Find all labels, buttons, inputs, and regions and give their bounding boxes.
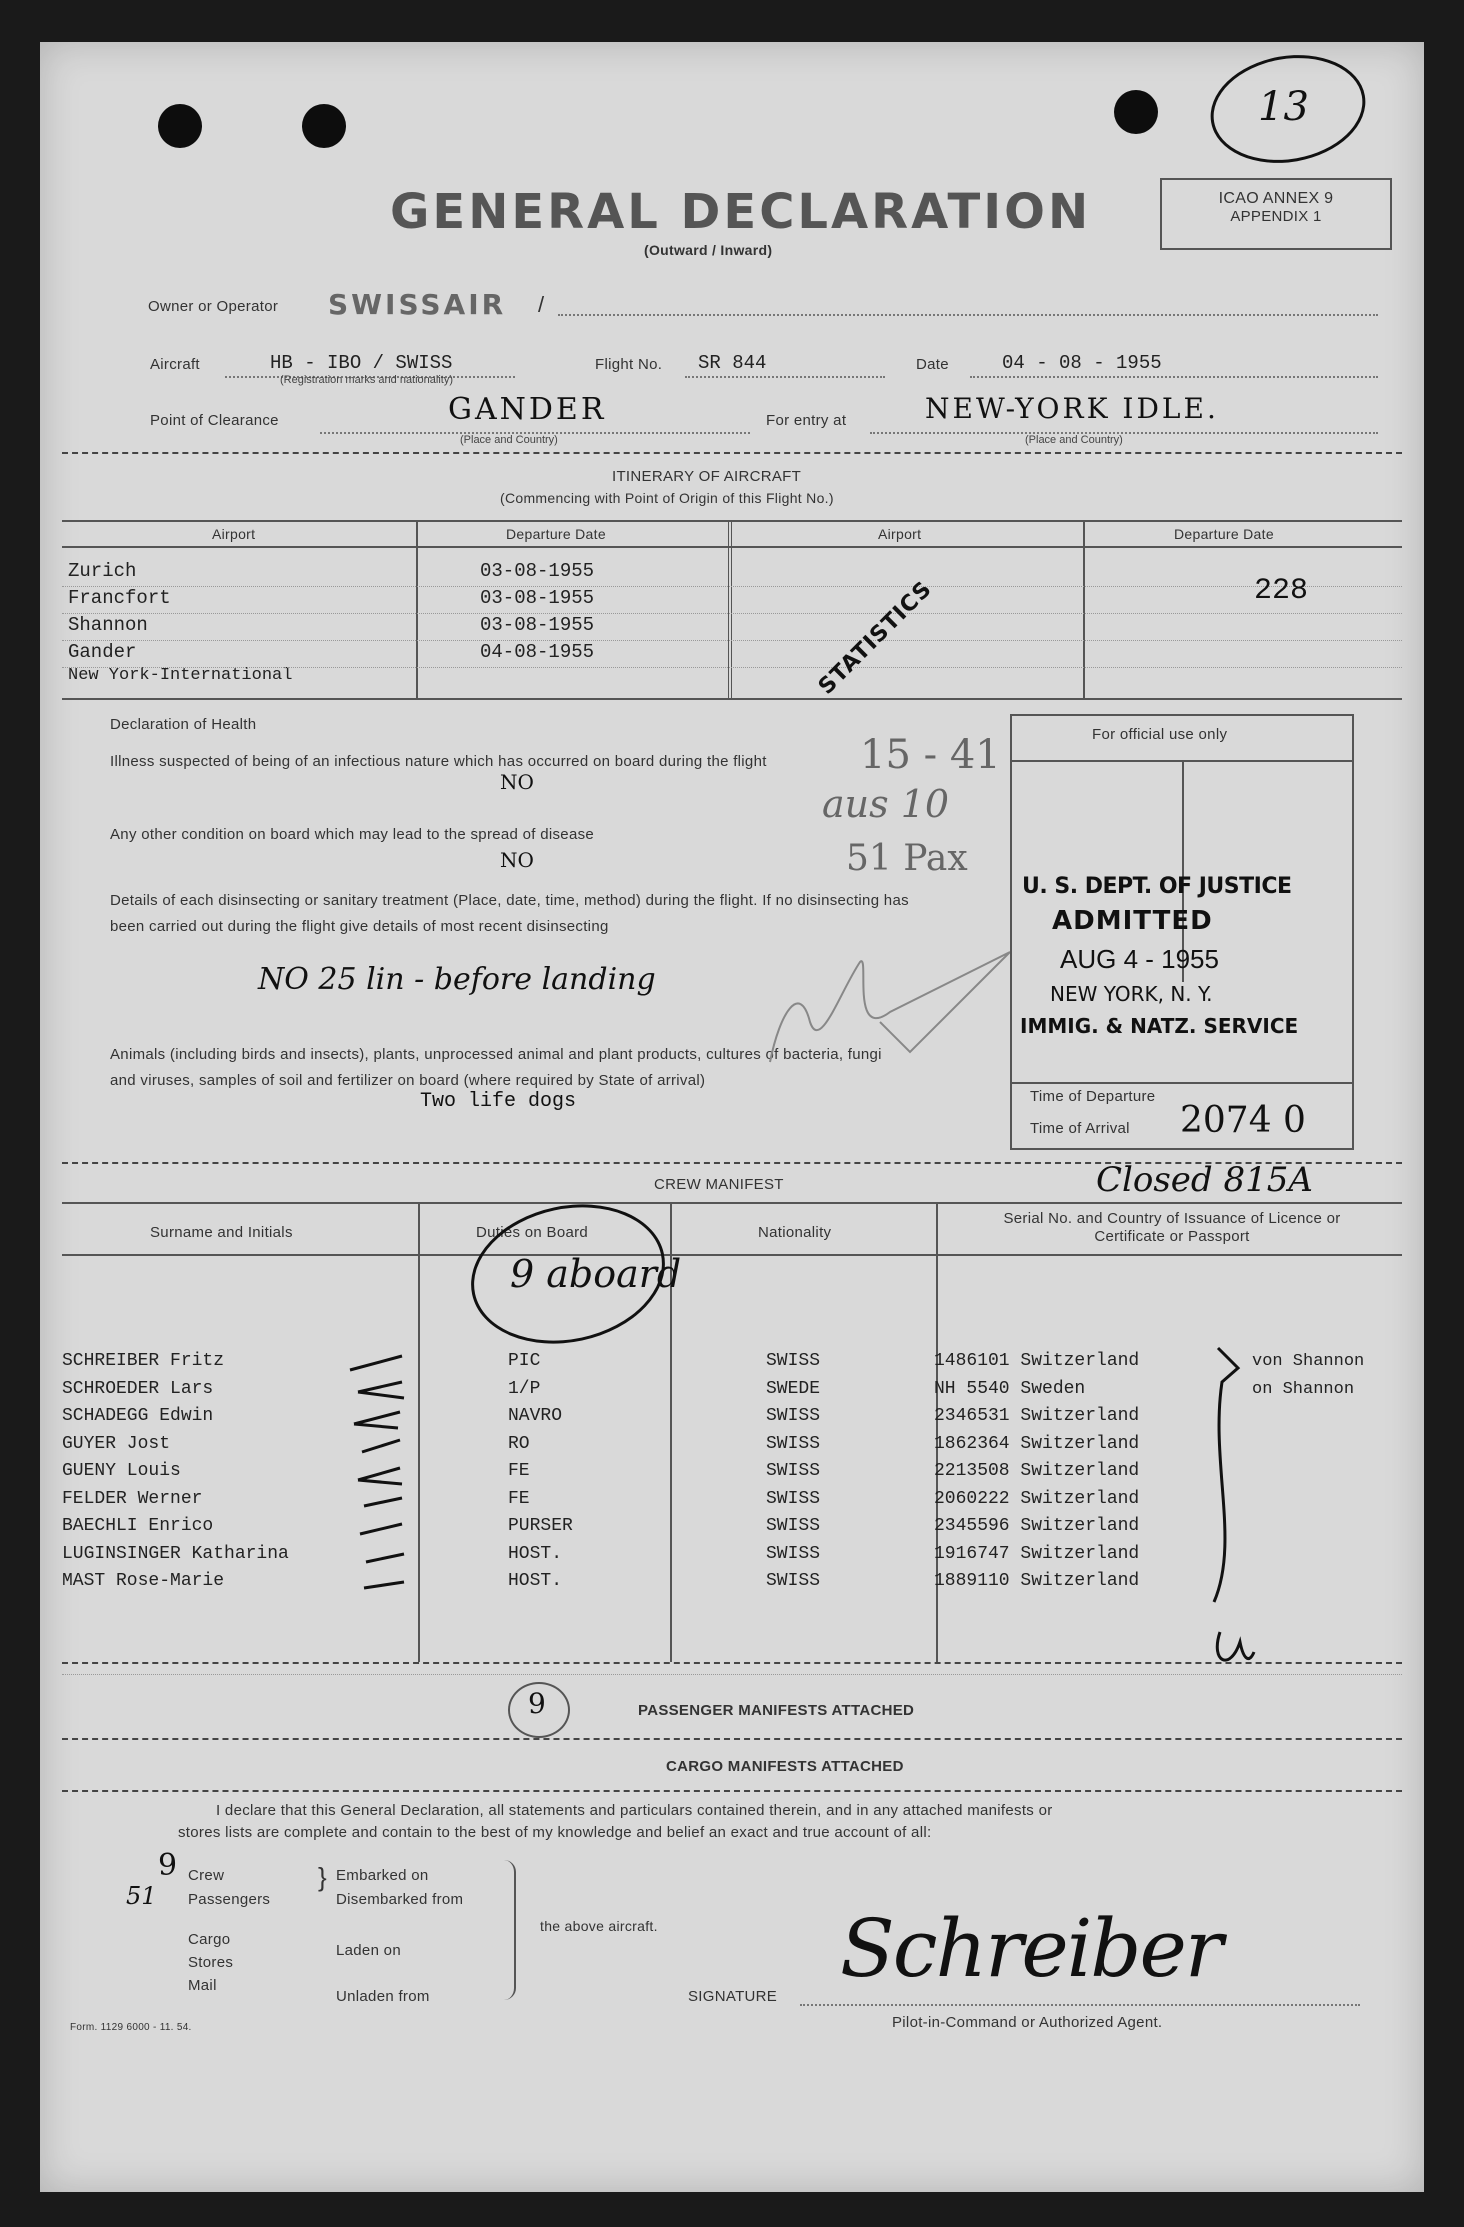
clearance-label: Point of Clearance	[150, 412, 279, 429]
crew-nat: SWISS	[766, 1543, 821, 1564]
crew-duty: HOST.	[508, 1543, 563, 1564]
annex-line2: APPENDIX 1	[1230, 208, 1322, 225]
col-nat: Nationality	[758, 1224, 832, 1241]
annex-line1: ICAO ANNEX 9	[1218, 190, 1334, 207]
itinerary-airport: Gander	[68, 641, 137, 663]
divider	[62, 1790, 1402, 1792]
crew-name: SCHREIBER Fritz	[62, 1351, 225, 1371]
table-header-line	[62, 546, 1402, 548]
crew-serial: 2345596 Switzerland	[934, 1516, 1140, 1536]
brace-mark	[1200, 1342, 1260, 1672]
owner-line	[558, 314, 1378, 316]
stores-label: Stores	[188, 1954, 234, 1971]
col-serial: Serial No. and Country of Issuance of Licence or Certificate or Passport	[1003, 1210, 1341, 1245]
crew-duty: PIC	[508, 1351, 541, 1371]
pax-count: 51	[126, 1882, 157, 1910]
health-a1: NO	[500, 770, 534, 794]
health-q2: Any other condition on board which may lead to the spread of disease	[110, 826, 595, 843]
crew-duty: FE	[508, 1488, 530, 1509]
itinerary-airport: Francfort	[68, 587, 171, 609]
official-heading: For official use only	[1092, 726, 1228, 743]
mail-label: Mail	[188, 1977, 217, 1994]
crew-serial: 1916747 Switzerland	[934, 1543, 1140, 1564]
check-marks	[340, 1342, 440, 1622]
aircraft-label: Aircraft	[150, 356, 200, 373]
signer-caption: Pilot-in-Command or Authorized Agent.	[892, 2014, 1163, 2031]
itinerary-airport: Zurich	[68, 560, 137, 582]
col-airport2: Airport	[878, 526, 922, 542]
crew-nat: SWISS	[766, 1433, 821, 1454]
closed-note: Closed 815A	[1096, 1160, 1313, 1200]
cargo-manifests: CARGO MANIFESTS ATTACHED	[666, 1758, 904, 1775]
health-q4: Animals (including birds and insects), plants, unprocessed animal and plant products, cultures of bacteria, fungi and viruses, samples of soil and fertilizer on board (where required by State of arrival)	[110, 1046, 882, 1089]
entry-label: For entry at	[766, 412, 847, 429]
cargo-label: Cargo	[188, 1931, 231, 1948]
cargo-labels	[188, 1928, 233, 1997]
passengers-label: Passengers	[188, 1891, 271, 1908]
admitted-stamp-line1: U. S. DEPT. OF JUSTICE	[1022, 874, 1292, 899]
box-line	[1012, 1082, 1352, 1084]
itinerary-date: 03-08-1955	[480, 560, 595, 582]
row-line	[62, 586, 1402, 587]
signature: Schreiber	[840, 1902, 1222, 1995]
crew-nat: SWISS	[766, 1571, 821, 1591]
row-line	[62, 1674, 1402, 1675]
margin-note: aus 10	[822, 782, 950, 826]
crew-note: von Shannon	[1252, 1352, 1365, 1371]
form-number: Form. 1129 6000 - 11. 54.	[70, 2022, 192, 2033]
crew-nat: SWEDE	[766, 1378, 821, 1399]
crew-serial: 1862364 Switzerland	[934, 1433, 1140, 1454]
margin-note: 51 Pax	[846, 838, 968, 879]
crew-nationalities	[766, 1348, 820, 1596]
admitted-stamp-line5: IMMIG. & NATZ. SERVICE	[1020, 1014, 1299, 1038]
box-line	[1012, 760, 1352, 762]
crew-duty: RO	[508, 1433, 530, 1454]
crew-name: GUYER Jost	[62, 1433, 171, 1454]
crew-duties	[508, 1348, 573, 1596]
crew-title: CREW MANIFEST	[654, 1176, 784, 1193]
embark-labels	[336, 1864, 463, 1912]
crew-names	[62, 1348, 289, 1596]
large-brace	[504, 1860, 516, 2000]
declaration-text2: stores lists are complete and contain to the best of my knowledge and belief an exact and true account of all:	[178, 1824, 932, 1841]
itinerary-airport: Shannon	[68, 614, 148, 636]
clearance-caption: (Place and Country)	[460, 434, 558, 446]
flight-label: Flight No.	[595, 356, 663, 373]
laden-labels	[336, 1928, 430, 2020]
col-divider	[728, 520, 732, 698]
crew-serial: NH 5540 Sweden	[934, 1378, 1086, 1399]
unladen-label: Unladen from	[336, 1988, 430, 2005]
crew-duty: FE	[508, 1461, 530, 1481]
signature-label: SIGNATURE	[688, 1988, 778, 2005]
brace: }	[318, 1862, 327, 1892]
col-name: Surname and Initials	[150, 1224, 293, 1241]
crew-nat: SWISS	[766, 1406, 821, 1426]
itinerary-airport: New York-International	[68, 666, 293, 685]
passenger-circle-note: 9	[528, 1687, 546, 1720]
itinerary-number: 228	[1254, 574, 1309, 608]
crew-header-top	[62, 1202, 1402, 1204]
col-divider	[1083, 520, 1085, 698]
crew-duty: 1/P	[508, 1378, 541, 1399]
margin-note: 15 - 41	[860, 732, 1001, 778]
health-q3: Details of each disinsecting or sanitary treatment (Place, date, time, method) during the flight. If no disinsecting has been carried out during the flight give details of most recent disinsecting	[110, 892, 909, 935]
crew-name: MAST Rose-Marie	[62, 1571, 225, 1591]
statistics-stamp: STATISTICS	[814, 576, 938, 700]
form-subtitle: (Outward / Inward)	[644, 242, 773, 258]
above-aircraft: the above aircraft.	[540, 1918, 658, 1934]
crew-name: BAECHLI Enrico	[62, 1516, 214, 1536]
admitted-stamp-line3: AUG 4 - 1955	[1060, 944, 1219, 974]
declaration-text1: I declare that this General Declaration, all statements and particulars contained therein, and in any attached manifests or	[216, 1802, 1053, 1819]
crew-serials	[934, 1348, 1139, 1596]
departure-time-label: Time of Departure	[1030, 1088, 1156, 1105]
col-divider	[416, 520, 418, 698]
health-a2: NO	[500, 848, 534, 872]
aircraft-caption: (Registration marks and nationality)	[280, 374, 454, 386]
row-line	[62, 640, 1402, 641]
itinerary-subtitle: (Commencing with Point of Origin of this Flight No.)	[500, 490, 834, 506]
row-line	[62, 667, 1402, 668]
crew-serial: 2213508 Switzerland	[934, 1461, 1140, 1481]
health-a4: Two life dogs	[420, 1090, 577, 1113]
crew-header-bottom	[62, 1254, 1402, 1256]
itinerary-date: 03-08-1955	[480, 587, 595, 609]
initials-mark	[740, 922, 1040, 1082]
crew-serial: 2346531 Switzerland	[934, 1406, 1140, 1426]
passenger-manifests: PASSENGER MANIFESTS ATTACHED	[638, 1702, 915, 1719]
crew-name: SCHADEGG Edwin	[62, 1406, 214, 1426]
date-value: 04 - 08 - 1955	[1002, 352, 1162, 374]
crew-serial: 2060222 Switzerland	[934, 1488, 1140, 1509]
owner-label: Owner or Operator	[148, 298, 279, 315]
row-line	[62, 613, 1402, 614]
embarked-label: Embarked on	[336, 1867, 429, 1884]
health-q1: Illness suspected of being of an infectious nature which has occurred on board during the flight	[110, 753, 767, 770]
owner-slash: /	[538, 292, 545, 317]
clearance-value: GANDER	[448, 392, 607, 427]
divider	[62, 1162, 1402, 1164]
owner-value: SWISSAIR	[328, 288, 507, 321]
crew-nat: SWISS	[766, 1516, 821, 1536]
crew-nat: SWISS	[766, 1461, 821, 1481]
admitted-stamp-line4: NEW YORK, N. Y.	[1050, 982, 1213, 1006]
col-duty: Duties on Board	[476, 1224, 589, 1241]
col-airport: Airport	[212, 526, 256, 542]
crew-name: FELDER Werner	[62, 1488, 203, 1509]
punch-hole	[302, 104, 346, 148]
itinerary-dates	[480, 558, 594, 666]
divider	[62, 1738, 1402, 1740]
count-note: 9 aboard	[510, 1252, 682, 1296]
crew-duty: NAVRO	[508, 1406, 563, 1426]
entry-value: NEW-YORK IDLE.	[925, 392, 1219, 425]
col-departure2: Departure Date	[1174, 526, 1274, 542]
punch-hole	[1114, 90, 1158, 134]
table-top-line	[62, 520, 1402, 522]
form-title: GENERAL DECLARATION	[390, 184, 1092, 240]
crew-label: Crew	[188, 1867, 225, 1884]
page-number: 13	[1258, 84, 1309, 130]
aircraft-value: HB - IBO / SWISS	[270, 352, 453, 374]
crew-nat: SWISS	[766, 1351, 821, 1371]
itinerary-date: 04-08-1955	[480, 641, 595, 663]
crew-duty: PURSER	[508, 1516, 573, 1536]
entry-line	[870, 432, 1378, 434]
itinerary-date: 03-08-1955	[480, 614, 595, 636]
health-a3: NO 25 lin - before landing	[258, 962, 656, 997]
disembarked-label: Disembarked from	[336, 1891, 464, 1908]
arrival-time-value: 2074 0	[1180, 1100, 1306, 1141]
crew-name: GUENY Louis	[62, 1461, 181, 1481]
arrival-time-label: Time of Arrival	[1030, 1120, 1130, 1137]
divider	[62, 452, 1402, 454]
crew-name: LUGINSINGER Katharina	[62, 1543, 289, 1564]
annex-box	[1160, 178, 1392, 250]
punch-hole	[158, 104, 202, 148]
crew-serial: 1486101 Switzerland	[934, 1351, 1140, 1371]
crew-note: on Shannon	[1252, 1379, 1355, 1399]
crew-duty: HOST.	[508, 1571, 563, 1591]
crew-count: 9	[158, 1848, 178, 1883]
signature-line	[800, 2004, 1360, 2006]
crew-name: SCHROEDER Lars	[62, 1378, 214, 1399]
admitted-stamp-line2: ADMITTED	[1052, 906, 1213, 936]
divider	[62, 1662, 1402, 1664]
crew-serial: 1889110 Switzerland	[934, 1571, 1140, 1591]
crew-nat: SWISS	[766, 1488, 821, 1509]
entry-caption: (Place and Country)	[1025, 434, 1123, 446]
crew-notes	[1252, 1348, 1364, 1403]
col-departure: Departure Date	[506, 526, 606, 542]
declaration-sheet	[40, 42, 1424, 2192]
flight-line	[685, 376, 885, 378]
table-bottom-line	[62, 698, 1402, 700]
laden-label: Laden on	[336, 1942, 401, 1959]
health-heading: Declaration of Health	[110, 716, 257, 733]
flight-value: SR 844	[698, 352, 767, 374]
date-line	[970, 376, 1378, 378]
crew-pax-labels	[188, 1864, 270, 1912]
itinerary-title: ITINERARY OF AIRCRAFT	[612, 468, 802, 485]
date-label: Date	[916, 356, 949, 373]
